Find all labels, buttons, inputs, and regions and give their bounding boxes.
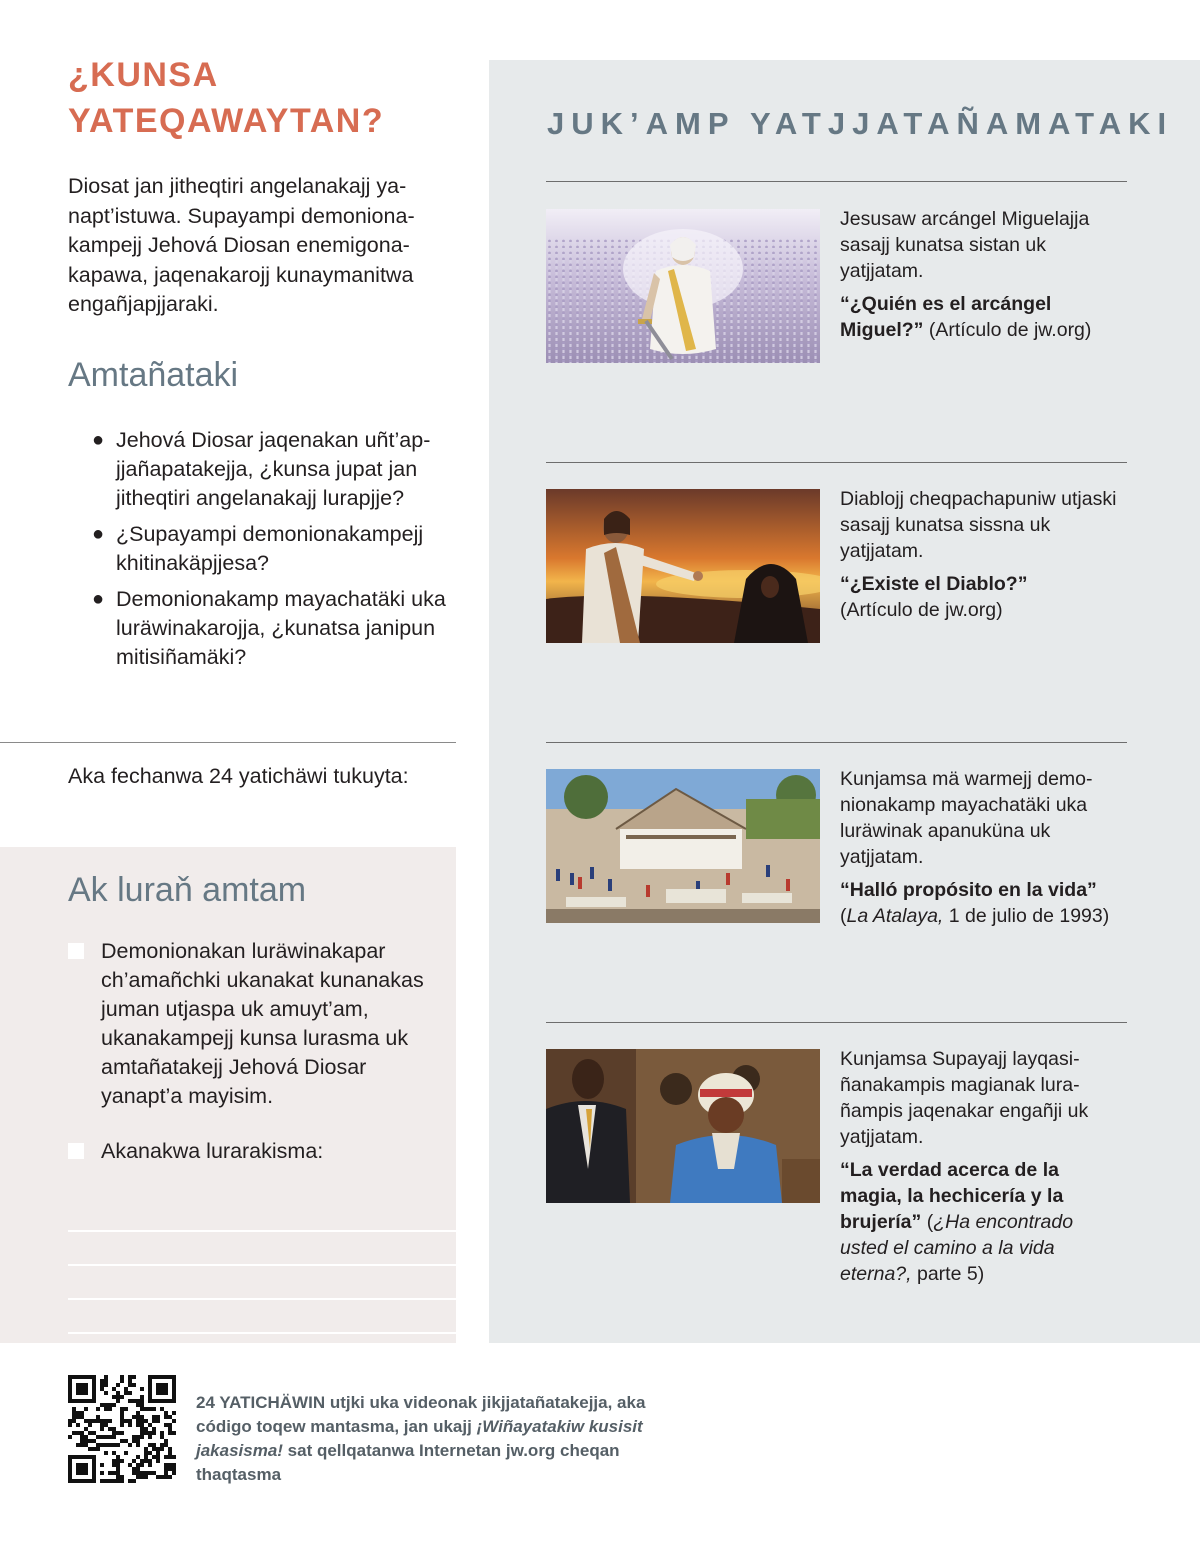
page-title-line-2: YATEQAWAYTAN?: [68, 102, 385, 140]
resource-reference[interactable]: [840, 291, 1125, 343]
bullet-icon: ●: [92, 588, 105, 610]
resource-part: parte 5): [911, 1263, 985, 1285]
goal-checkbox-item[interactable]: [68, 1137, 448, 1166]
resource-divider: [546, 462, 1127, 463]
checkbox[interactable]: [68, 943, 84, 959]
resource-title[interactable]: “La verdad acerca de la magia, la hechicería y la brujería”: [840, 1159, 1064, 1233]
archangel-michael-image: [546, 209, 820, 363]
question-item: [92, 520, 462, 578]
resource-publication: La Atalaya,: [846, 905, 944, 927]
write-line[interactable]: [68, 1300, 456, 1334]
write-line[interactable]: [68, 1232, 456, 1266]
study-goals-heading: Ak luraň amtam: [68, 871, 307, 909]
jesus-and-devil-image: [546, 489, 820, 643]
goal-text: Akanakwa lurarakisma:: [101, 1139, 324, 1163]
intro-paragraph: Diosat jan jitheqtiri angelanakajj yanapt’istuwa. Supayampi demonionakampejj Jehová Diosan enemigonakapawa, jaqenakarojj kunaymanitwa engañjapjjaraki.: [68, 174, 415, 316]
spiritism-items-image: [546, 1049, 820, 1203]
study-goals-box: [0, 847, 456, 1343]
resource-text: [840, 206, 1125, 343]
page-title: [68, 52, 448, 144]
resource-description: Kunjamsa Supayajj layqasiñanakampis magianak lurañampis jaqenakar engañji uk yatjjatam.: [840, 1048, 1089, 1148]
bullet-icon: ●: [92, 523, 105, 545]
resource-title[interactable]: “¿Quién es el arcángel Miguel?”: [840, 293, 1052, 341]
resource-source: (Artículo de jw.org): [923, 319, 1092, 341]
goal-text: Demonionakan luräwinakapar ch’amañchki ukanakat kunanakas juman utjaspa uk amuyt’am, ukanakampejj kunsa lurasma uk amtañatakejj Jehová Diosar yanapt’a mayisim.: [101, 939, 424, 1108]
question-item: [92, 585, 462, 672]
further-study-heading: JUK’AMP YATJJATAÑAMATAKI: [547, 106, 1174, 141]
resource-reference[interactable]: [840, 877, 1125, 929]
resource-description: Jesusaw arcángel Miguelajja sasajj kunatsa sistan uk yatjjatam.: [840, 208, 1090, 282]
write-line[interactable]: [68, 1198, 456, 1232]
question-text: Jehová Diosar jaqenakan uñt’apjjañapatakejja, ¿kunsa jupat jan jitheqtiri angelanakajj lurapjje?: [116, 428, 431, 510]
section-divider: [0, 742, 456, 743]
write-in-lines[interactable]: [68, 1198, 456, 1334]
resource-date: 1 de julio de 1993): [943, 905, 1110, 927]
footer-text-a: 24 YATICHÄWIN utjki uka videonak jikjjatañatakejja, aka código toqew mantasma, jan ukajj: [196, 1393, 646, 1436]
qr-code-icon[interactable]: [68, 1375, 176, 1483]
resource-divider: [546, 742, 1127, 743]
questions-list: [92, 426, 462, 679]
bullet-icon: ●: [92, 429, 105, 451]
write-line[interactable]: [68, 1266, 456, 1300]
resource-divider: [546, 1022, 1127, 1023]
questions-heading: Amtañataki: [68, 356, 239, 394]
resource-title[interactable]: “¿Existe el Diablo?”: [840, 573, 1028, 595]
question-text: Demonionakamp mayachatäki uka luräwinakarojja, ¿kunatsa janipun mitisiñamäki?: [116, 587, 446, 669]
construction-site-image: [546, 769, 820, 923]
resource-text: [840, 766, 1125, 929]
resource-divider: [546, 181, 1127, 182]
resource-reference[interactable]: [840, 1157, 1125, 1287]
footer-text-b: sat qellqatanwa Internetan jw.org cheqan thaqtasma: [196, 1441, 620, 1484]
resource-title[interactable]: “Halló propósito en la vida”: [840, 879, 1097, 901]
footer-note: [196, 1391, 666, 1487]
footer-book-title: ¡Wiñayatakiw kusisit jakasisma!: [196, 1417, 643, 1460]
question-text: ¿Supayampi demonionakampejj khitinakäpjjesa?: [116, 522, 424, 575]
completion-date-label[interactable]: Aka fechanwa 24 yatichäwi tukuyta:: [68, 764, 409, 788]
resource-text: [840, 486, 1125, 623]
question-item: [92, 426, 462, 513]
further-study-panel: [489, 60, 1200, 1343]
goal-checkbox-item[interactable]: [68, 937, 448, 1111]
resource-source-open: (: [921, 1211, 934, 1233]
checkbox[interactable]: [68, 1143, 84, 1159]
resource-publication: ¿Ha encontrado usted el camino a la vida eterna?,: [840, 1211, 1074, 1285]
resource-text: [840, 1046, 1125, 1287]
resource-source: (Artículo de jw.org): [840, 599, 1003, 621]
resource-description: Kunjamsa mä warmejj demonionakamp mayachatäki uka luräwinak apanuküna uk yatjjatam.: [840, 768, 1093, 868]
resource-source-open: (: [840, 905, 847, 927]
resource-description: Diablojj cheqpachapuniw utjaski sasajj kunatsa sissna uk yatjjatam.: [840, 488, 1117, 562]
page-title-line-1: ¿KUNSA: [68, 56, 219, 94]
resource-reference[interactable]: [840, 571, 1125, 623]
